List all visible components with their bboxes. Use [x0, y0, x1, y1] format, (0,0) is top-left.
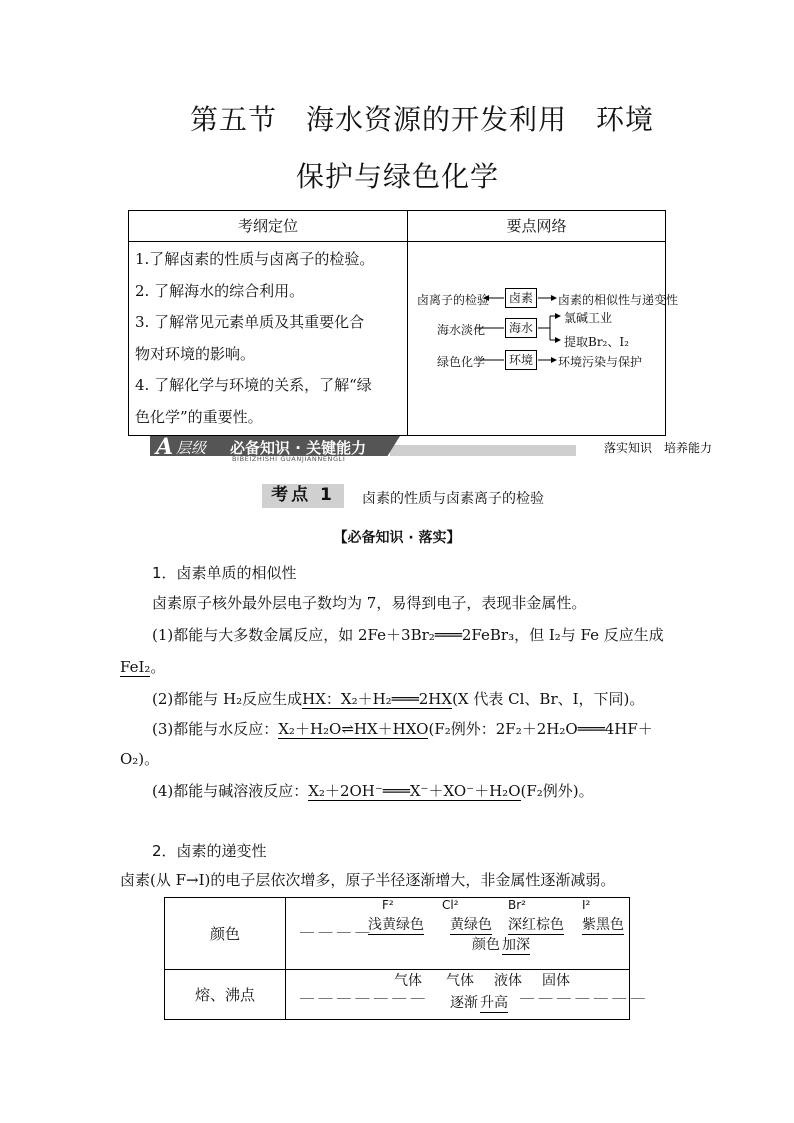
mp-trend-word: 逐渐: [450, 995, 478, 1011]
kaodian-title: 卤素的性质与卤素离子的检验: [362, 491, 544, 507]
state-cl: 气体: [446, 973, 474, 989]
node-desalination: 海水淡化: [437, 323, 486, 337]
kaodian-badge: 考点 1: [262, 484, 344, 508]
objectives-cell: [129, 242, 408, 436]
label-br2: Br²: [508, 898, 526, 912]
level-word: 层级: [176, 439, 207, 457]
node-environment: 环境: [505, 350, 537, 370]
label-f2: F²: [382, 898, 394, 912]
node-extract: 提取Br₂、I₂: [564, 335, 629, 349]
point3-lead: (3)都能与水反应：: [152, 720, 279, 738]
network-cell: [408, 242, 679, 436]
answer-i-color: 紫黑色: [582, 914, 624, 935]
color-dash: ＿ ＿ ＿ ＿: [300, 919, 370, 935]
color-trend-word: 颜色: [472, 937, 500, 953]
banner-pinyin: BIBEIZHISHI GUANJIANNENGLI: [232, 455, 346, 463]
point4: [152, 780, 594, 801]
header-network: 要点网络: [408, 211, 666, 242]
objective-line: 3. 了解常见元素单质及其重要化合: [135, 313, 365, 331]
point1-line1: (1)都能与大多数金属反应，如 2Fe＋3Br₂═══2FeBr₃，但 I₂与 Fe 反应生成: [152, 626, 664, 644]
point1-end: 。: [150, 658, 166, 676]
subheading: 【必备知识 · 落实】: [333, 530, 461, 546]
objective-line: 色化学”的重要性。: [135, 407, 263, 426]
point2-lead: (2)都能与 H₂反应生成: [152, 690, 303, 708]
point1-line2: [120, 656, 165, 677]
answer-cl-color: 黄绿色: [450, 914, 492, 935]
banner-slogan: 落实知识 培养能力: [603, 441, 712, 455]
color-values-cell: [286, 898, 630, 970]
answer-color-trend: 加深: [502, 934, 530, 955]
point2: [152, 688, 644, 709]
node-halogen: 卤素: [505, 288, 537, 308]
level-banner: [150, 434, 716, 463]
section1-heading: 1．卤素单质的相似性: [152, 564, 297, 582]
objective-line: 1.了解卤素的性质与卤离子的检验。: [135, 250, 375, 268]
knowledge-network-diagram: [408, 242, 678, 428]
node-pollution: 环境污染与保护: [558, 355, 643, 369]
mp-dash-right: ＿ ＿ ＿ ＿ ＿ ＿ ＿: [520, 985, 645, 1001]
section2-intro: 卤素(从 F→I)的电子层依次增多，原子半径逐渐增大，非金属性逐渐减弱。: [120, 871, 616, 889]
header-objectives: 考纲定位: [129, 211, 408, 242]
objective-line: 物对环境的影响。: [135, 344, 256, 363]
answer-mp-trend: 升高: [480, 992, 508, 1013]
point2-end: (X 代表 Cl、Br、I，下同)。: [452, 690, 645, 708]
answer-hx: HX：X₂＋H₂═══2HX: [302, 690, 453, 708]
point4-lead: (4)都能与碱溶液反应：: [152, 782, 309, 800]
answer-br-color: 深红棕色: [508, 914, 564, 935]
node-chlor-alkali: 氯碱工业: [564, 311, 613, 325]
point3-line1: [152, 718, 653, 739]
state-br: 液体: [494, 973, 522, 989]
banner-caption: 必备知识 · 关键能力: [230, 439, 367, 457]
answer-f-color: 浅黄绿色: [368, 914, 424, 935]
label-cl2: Cl²: [442, 898, 459, 912]
mp-dash-left: ＿ ＿ ＿ ＿ ＿ ＿ ＿: [300, 985, 425, 1001]
objective-line: 2. 了解海水的综合利用。: [135, 281, 305, 300]
point3-end: (F₂例外：2F₂＋2H₂O═══4HF＋: [428, 720, 653, 738]
answer-hxo: X₂＋H₂O⇌HX＋HXO: [278, 720, 429, 738]
answer-fei2: FeI₂: [120, 658, 151, 676]
node-halogen-props: 卤素的相似性与递变性: [558, 293, 679, 307]
answer-base: X₂＋2OH⁻═══X⁻＋XO⁻＋H₂O: [308, 782, 521, 800]
mp-label: 熔、沸点: [165, 970, 286, 1020]
node-green-chem: 绿色化学: [437, 355, 486, 369]
point3-line2: O₂)。: [120, 750, 160, 768]
label-i2: I²: [582, 898, 591, 912]
node-seawater: 海水: [505, 318, 537, 338]
state-i: 固体: [542, 973, 570, 989]
objective-line: 4. 了解化学与环境的关系，了解“绿: [135, 376, 372, 394]
page-title-line2: 保护与绿色化学: [296, 160, 500, 193]
point4-end: (F₂例外)。: [520, 782, 594, 800]
color-label: 颜色: [165, 898, 286, 970]
outline-table: [128, 210, 679, 436]
page-title-line1: 第五节 海水资源的开发利用 环境: [190, 103, 655, 136]
node-halide-test: 卤离子的检验: [417, 293, 490, 307]
section1-intro: 卤素原子核外最外层电子数均为 7，易得到电子，表现非金属性。: [152, 594, 587, 612]
halogen-props-table: [164, 897, 645, 1020]
mp-values-cell: [286, 970, 645, 1020]
state-f: 气体: [394, 973, 422, 989]
level-a-mark: A: [156, 434, 174, 460]
section2-heading: 2．卤素的递变性: [152, 842, 267, 860]
